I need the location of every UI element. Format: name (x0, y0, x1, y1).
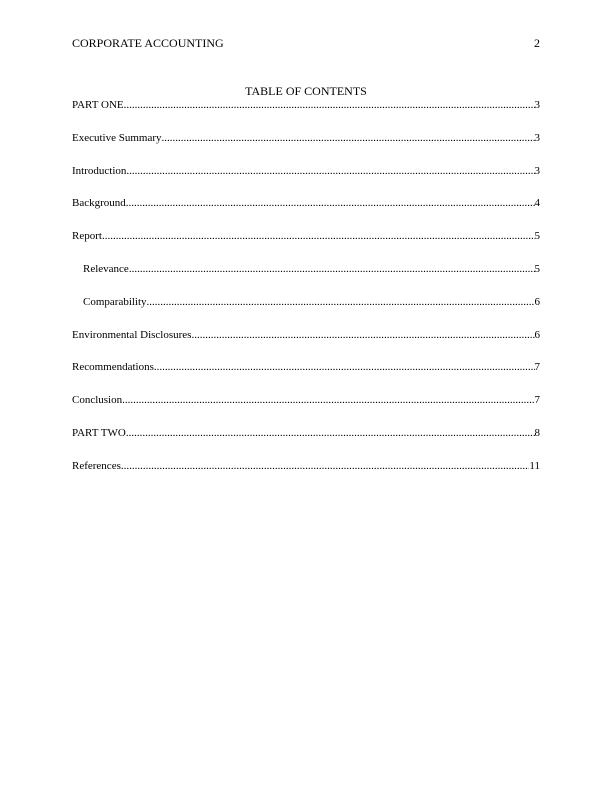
page-number: 2 (534, 36, 540, 50)
toc-entry-label: Introduction (72, 164, 127, 177)
toc-dot-leader (126, 427, 535, 440)
toc-entry-introduction[interactable] (72, 165, 540, 198)
toc-dot-leader (126, 197, 535, 210)
toc-dot-leader (162, 132, 535, 145)
toc-entry-part-one[interactable] (72, 99, 540, 132)
toc-dot-leader (147, 296, 535, 309)
toc-dot-leader (191, 329, 534, 342)
running-head: CORPORATE ACCOUNTING (72, 36, 224, 50)
toc-entry-report[interactable] (72, 230, 540, 263)
toc-entry-page: 5 (534, 262, 540, 275)
toc-entry-page: 3 (534, 131, 540, 144)
toc-entry-executive-summary[interactable] (72, 132, 540, 165)
toc-entry-label: Recommendations (72, 361, 154, 374)
toc-dot-leader (126, 165, 534, 178)
toc-entry-label: PART TWO (72, 426, 126, 439)
toc-entry-page: 6 (534, 328, 540, 341)
toc-entry-comparability[interactable] (72, 296, 540, 329)
toc-entry-page: 5 (534, 230, 540, 243)
toc-entry-label: Background (72, 197, 126, 210)
toc-dot-leader (122, 394, 534, 407)
toc-entry-recommendations[interactable] (72, 361, 540, 394)
toc-entry-page: 3 (534, 99, 540, 111)
toc-dot-leader (129, 263, 535, 276)
toc-dot-leader (154, 361, 535, 374)
toc-entry-page: 7 (534, 394, 540, 407)
toc-entry-label: Comparability (83, 295, 147, 308)
toc-entry-label: References (72, 459, 121, 472)
toc-entry-label: PART ONE (72, 99, 124, 111)
table-of-contents (72, 99, 540, 493)
toc-entry-page: 8 (534, 426, 540, 439)
toc-entry-page: 11 (529, 459, 540, 472)
toc-entry-environmental-disclosures[interactable] (72, 329, 540, 362)
toc-entry-label: Relevance (83, 262, 129, 275)
toc-entry-page: 7 (534, 361, 540, 374)
toc-dot-leader (124, 99, 535, 112)
toc-entry-page: 4 (534, 197, 540, 210)
toc-dot-leader (121, 460, 530, 473)
toc-entry-label: Environmental Disclosures (72, 328, 192, 341)
toc-entry-label: Report (72, 230, 102, 243)
toc-entry-relevance[interactable] (72, 263, 540, 296)
toc-entry-references[interactable] (72, 460, 540, 493)
toc-entry-background[interactable] (72, 197, 540, 230)
toc-entry-label: Executive Summary (72, 131, 162, 144)
toc-title: TABLE OF CONTENTS (245, 84, 367, 98)
toc-entry-page: 3 (534, 164, 540, 177)
toc-entry-label: Conclusion (72, 394, 123, 407)
toc-entry-page: 6 (534, 295, 540, 308)
toc-entry-conclusion[interactable] (72, 394, 540, 427)
toc-dot-leader (102, 230, 535, 243)
toc-entry-part-two[interactable] (72, 427, 540, 460)
